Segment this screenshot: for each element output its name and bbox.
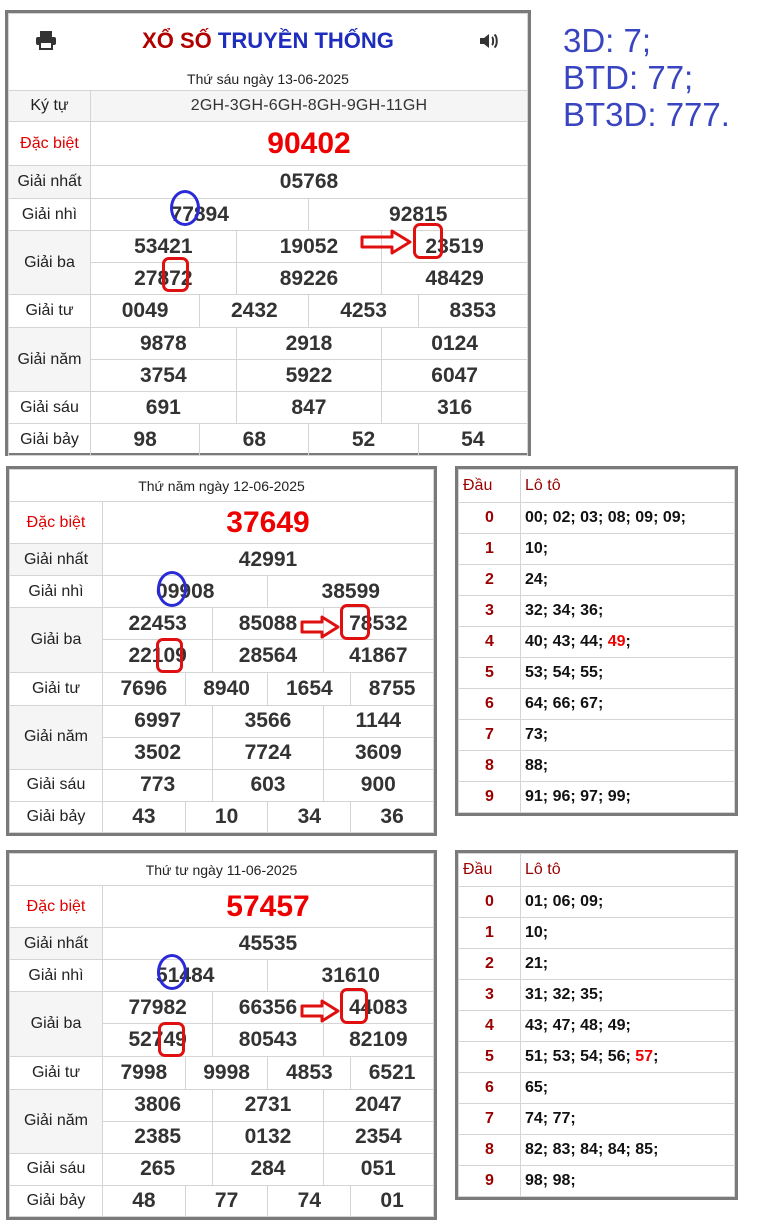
- loto-values-text: 82; 83; 84; 84; 85;: [525, 1141, 659, 1158]
- loto-head-digit: 1: [459, 534, 521, 565]
- giai-ba-number: 80543: [213, 1024, 323, 1056]
- loto-values: [521, 918, 735, 949]
- giai-bay-number: 52: [309, 424, 418, 456]
- label-giai-bay: Giải bảy: [10, 801, 103, 832]
- label-giai-ba: Giải ba: [10, 608, 103, 672]
- giai-nam-number: 3502: [103, 737, 213, 769]
- giai-sau-number: 691: [91, 392, 237, 424]
- loto-head-digit: 1: [459, 918, 521, 949]
- giai-ba-number: 89226: [236, 263, 382, 295]
- loto-values: [521, 689, 735, 720]
- giai-bay-number: 98: [91, 424, 200, 456]
- giai-nam-number: 3754: [91, 360, 237, 392]
- giai-bay-number: 74: [268, 1185, 351, 1216]
- loto-values: [521, 1135, 735, 1166]
- giai-ba-number: 52749: [103, 1024, 213, 1056]
- side-note: [563, 22, 730, 133]
- giai-tu-number: 7696: [103, 672, 186, 705]
- giai-bay-number: 54: [418, 424, 527, 456]
- note-line-bt3d: BT3D: 777.: [563, 96, 730, 133]
- loto-head-digit: 3: [459, 980, 521, 1011]
- giai-nam-number: 2047: [323, 1089, 433, 1121]
- giai-nam-number: 2385: [103, 1121, 213, 1153]
- loto-head-digit: 2: [459, 949, 521, 980]
- loto-head-digit: 5: [459, 1042, 521, 1073]
- label-giai-sau: Giải sáu: [10, 769, 103, 801]
- giai-sau-number: 773: [103, 769, 213, 801]
- loto-values: [521, 980, 735, 1011]
- giai-ba-number: 82109: [323, 1024, 433, 1056]
- loto-head-digit: 0: [459, 887, 521, 918]
- loto-row: [459, 565, 735, 596]
- giai-ba-number: 27872: [91, 263, 237, 295]
- giai-ba-number: 66356: [213, 992, 323, 1024]
- giai-tu-number: 4253: [309, 295, 418, 328]
- giai-nam-number: 5922: [236, 360, 382, 392]
- label-giai-sau: Giải sáu: [10, 1153, 103, 1185]
- giai-nam-number: 1144: [323, 705, 433, 737]
- label-giai-tu: Giải tư: [10, 1056, 103, 1089]
- loto-row: [459, 949, 735, 980]
- giai-nhi-number: 51484: [103, 960, 268, 992]
- loto-values-text: 10;: [525, 924, 549, 941]
- label-giai-nhi: Giải nhì: [9, 199, 91, 231]
- loto-values-text: 10;: [525, 540, 549, 557]
- giai-nam-number: 3566: [213, 705, 323, 737]
- label-giai-nhat: Giải nhất: [10, 928, 103, 960]
- giai-tu-number: 9998: [185, 1056, 268, 1089]
- loto-head-digit: 6: [459, 689, 521, 720]
- label-giai-tu: Giải tư: [9, 295, 91, 328]
- giai-nam-number: 3806: [103, 1089, 213, 1121]
- giai-bay-number: 48: [103, 1185, 186, 1216]
- giai-ba-number: 53421: [91, 231, 237, 263]
- loto-head-digit: 5: [459, 658, 521, 689]
- loto-values: [521, 596, 735, 627]
- loto-row: [459, 1042, 735, 1073]
- loto-rows: [459, 887, 735, 1197]
- loto-values: [521, 534, 735, 565]
- loto-head-digit: 4: [459, 627, 521, 658]
- giai-nam-number: 9878: [91, 328, 237, 360]
- label-giai-nhi: Giải nhì: [10, 576, 103, 608]
- draw-date: Thứ năm ngày 12-06-2025: [10, 470, 434, 502]
- dac-biet-number: 37649: [103, 502, 434, 544]
- loto-row: [459, 980, 735, 1011]
- loto-row: [459, 503, 735, 534]
- result-table-11-06: [6, 850, 437, 1220]
- result-table-12-06: [6, 466, 437, 836]
- loto-head-digit: 8: [459, 1135, 521, 1166]
- loto-value-label: Lô tô: [521, 854, 735, 887]
- giai-tu-number: 0049: [91, 295, 200, 328]
- label-ky-tu: Ký tự: [9, 91, 91, 122]
- giai-bay-number: 43: [103, 801, 186, 832]
- draw-date: Thứ sáu ngày 13-06-2025: [9, 68, 528, 91]
- giai-ba-number: 22109: [103, 640, 213, 672]
- ky-tu-code: 2GH-3GH-6GH-8GH-9GH-11GH: [91, 91, 528, 122]
- note-line-btd: BTD: 77;: [563, 59, 694, 96]
- loto-row: [459, 1011, 735, 1042]
- loto-row: [459, 1073, 735, 1104]
- loto-value-label: Lô tô: [521, 470, 735, 503]
- annotation-arrow: [360, 229, 412, 255]
- giai-tu-number: 8755: [351, 672, 434, 705]
- giai-sau-number: 284: [213, 1153, 323, 1185]
- loto-table-11-06: [455, 850, 738, 1200]
- loto-head-label: Đầu: [459, 470, 521, 503]
- loto-head-digit: 7: [459, 720, 521, 751]
- giai-tu-number: 6521: [351, 1056, 434, 1089]
- loto-values-text: 21;: [525, 955, 549, 972]
- giai-ba-number: 44083: [323, 992, 433, 1024]
- note-line-3d: 3D: 7;: [563, 22, 652, 59]
- giai-nam-number: 6047: [382, 360, 528, 392]
- giai-bay-number: 77: [185, 1185, 268, 1216]
- label-dac-biet: Đặc biệt: [10, 502, 103, 544]
- giai-nhi-number: 38599: [268, 576, 434, 608]
- giai-tu-number: 2432: [200, 295, 309, 328]
- giai-nam-number: 7724: [213, 737, 323, 769]
- giai-nhat-number: 42991: [103, 544, 434, 576]
- giai-nhat-number: 45535: [103, 928, 434, 960]
- loto-values-text: 98; 98;: [525, 1172, 576, 1189]
- loto-head-digit: 3: [459, 596, 521, 627]
- giai-nam-number: 2354: [323, 1121, 433, 1153]
- giai-ba-number: 19052: [236, 231, 382, 263]
- loto-values-text: 65;: [525, 1079, 549, 1096]
- loto-row: [459, 627, 735, 658]
- label-giai-ba: Giải ba: [9, 231, 91, 295]
- giai-nhi-number: 31610: [268, 960, 434, 992]
- giai-bay-number: 36: [351, 801, 434, 832]
- loto-values-text: 32; 34; 36;: [525, 602, 604, 619]
- dac-biet-number: 57457: [103, 886, 434, 928]
- label-dac-biet: Đặc biệt: [9, 122, 91, 166]
- loto-special-value: 49: [607, 633, 626, 650]
- loto-values-text: 74; 77;: [525, 1110, 576, 1127]
- loto-values: [521, 1104, 735, 1135]
- giai-ba-number: 48429: [382, 263, 528, 295]
- loto-row: [459, 1104, 735, 1135]
- giai-ba-number: 78532: [323, 608, 433, 640]
- loto-values-text: 64; 66; 67;: [525, 695, 604, 712]
- loto-values: [521, 751, 735, 782]
- giai-tu-number: 1654: [268, 672, 351, 705]
- loto-values: [521, 887, 735, 918]
- loto-values-text: 01; 06; 09;: [525, 893, 604, 910]
- loto-row: [459, 1166, 735, 1197]
- giai-sau-number: 051: [323, 1153, 433, 1185]
- giai-sau-number: 603: [213, 769, 323, 801]
- loto-values-text: 40; 43; 44;: [525, 633, 608, 650]
- loto-row: [459, 1135, 735, 1166]
- loto-special-value: 57: [635, 1048, 654, 1065]
- loto-row: [459, 534, 735, 565]
- giai-sau-number: 265: [103, 1153, 213, 1185]
- giai-nam-number: 0124: [382, 328, 528, 360]
- giai-bay-number: 01: [351, 1185, 434, 1216]
- giai-tu-number: 8940: [185, 672, 268, 705]
- loto-row: [459, 596, 735, 627]
- loto-values: [521, 720, 735, 751]
- loto-row: [459, 658, 735, 689]
- label-giai-sau: Giải sáu: [9, 392, 91, 424]
- giai-nam-number: 2731: [213, 1089, 323, 1121]
- giai-tu-number: 8353: [418, 295, 527, 328]
- label-giai-nam: Giải năm: [9, 328, 91, 392]
- loto-values: [521, 949, 735, 980]
- giai-nam-number: 0132: [213, 1121, 323, 1153]
- loto-head-digit: 7: [459, 1104, 521, 1135]
- loto-values: [521, 565, 735, 596]
- giai-ba-number: 22453: [103, 608, 213, 640]
- giai-bay-number: 68: [200, 424, 309, 456]
- loto-values-text: 00; 02; 03; 08; 09; 09;: [525, 509, 686, 526]
- loto-head-digit: 9: [459, 782, 521, 813]
- giai-ba-number: 23519: [382, 231, 528, 263]
- giai-ba-number: 77982: [103, 992, 213, 1024]
- loto-row: [459, 918, 735, 949]
- loto-values: [521, 1011, 735, 1042]
- label-giai-ba: Giải ba: [10, 992, 103, 1056]
- loto-values-text: 51; 53; 54; 56;: [525, 1048, 636, 1065]
- loto-values: [521, 658, 735, 689]
- loto-head-label: Đầu: [459, 854, 521, 887]
- giai-bay-number: 34: [268, 801, 351, 832]
- label-giai-nhat: Giải nhất: [10, 544, 103, 576]
- loto-head-digit: 2: [459, 565, 521, 596]
- annotation-arrow: [300, 615, 340, 639]
- speaker-icon[interactable]: [479, 32, 499, 55]
- giai-tu-number: 7998: [103, 1056, 186, 1089]
- loto-head-digit: 6: [459, 1073, 521, 1104]
- label-giai-nhi: Giải nhì: [10, 960, 103, 992]
- loto-row: [459, 689, 735, 720]
- result-table-13-06: [5, 10, 531, 456]
- label-giai-nam: Giải năm: [10, 1089, 103, 1153]
- loto-row: [459, 720, 735, 751]
- loto-values: [521, 1073, 735, 1104]
- giai-bay-number: 10: [185, 801, 268, 832]
- loto-values-text: 88;: [525, 757, 549, 774]
- giai-nhi-number: 92815: [309, 199, 528, 231]
- label-giai-nam: Giải năm: [10, 705, 103, 769]
- loto-rows: [459, 503, 735, 813]
- giai-nam-number: 3609: [323, 737, 433, 769]
- giai-ba-number: 28564: [213, 640, 323, 672]
- giai-nam-number: 6997: [103, 705, 213, 737]
- label-giai-tu: Giải tư: [10, 672, 103, 705]
- giai-nhi-number: 09908: [103, 576, 268, 608]
- loto-table-12-06: [455, 466, 738, 816]
- giai-nam-number: 2918: [236, 328, 382, 360]
- loto-values: [521, 1166, 735, 1197]
- loto-values: 51; 53; 54; 56; 57;: [521, 1042, 735, 1073]
- title-part-1: XỔ SỐ: [142, 27, 212, 53]
- giai-sau-number: 847: [236, 392, 382, 424]
- giai-tu-number: 4853: [268, 1056, 351, 1089]
- loto-head-digit: 4: [459, 1011, 521, 1042]
- loto-row: [459, 887, 735, 918]
- title-part-2: TRUYỀN THỐNG: [217, 27, 394, 53]
- loto-head-digit: 0: [459, 503, 521, 534]
- giai-nhat-number: 05768: [91, 166, 528, 199]
- draw-date: Thứ tư ngày 11-06-2025: [10, 854, 434, 886]
- loto-values-text: 91; 96; 97; 99;: [525, 788, 631, 805]
- loto-values: 40; 43; 44; 49;: [521, 627, 735, 658]
- giai-ba-number: 41867: [323, 640, 433, 672]
- giai-sau-number: 316: [382, 392, 528, 424]
- loto-values-text: 53; 54; 55;: [525, 664, 604, 681]
- giai-ba-number: 85088: [213, 608, 323, 640]
- loto-row: [459, 782, 735, 813]
- loto-values-text: 73;: [525, 726, 549, 743]
- label-giai-nhat: Giải nhất: [9, 166, 91, 199]
- loto-values-text: 43; 47; 48; 49;: [525, 1017, 631, 1034]
- label-dac-biet: Đặc biệt: [10, 886, 103, 928]
- dac-biet-number: 90402: [91, 122, 528, 166]
- loto-values-text: 24;: [525, 571, 549, 588]
- loto-head-digit: 8: [459, 751, 521, 782]
- loto-values: [521, 782, 735, 813]
- page-title: [142, 28, 394, 53]
- loto-values: [521, 503, 735, 534]
- annotation-arrow: [300, 999, 340, 1023]
- label-giai-bay: Giải bảy: [10, 1185, 103, 1216]
- giai-sau-number: 900: [323, 769, 433, 801]
- printer-icon[interactable]: [35, 30, 57, 55]
- giai-nhi-number: 77894: [91, 199, 309, 231]
- loto-row: [459, 751, 735, 782]
- loto-head-digit: 9: [459, 1166, 521, 1197]
- label-giai-bay: Giải bảy: [9, 424, 91, 456]
- loto-values-text: 31; 32; 35;: [525, 986, 604, 1003]
